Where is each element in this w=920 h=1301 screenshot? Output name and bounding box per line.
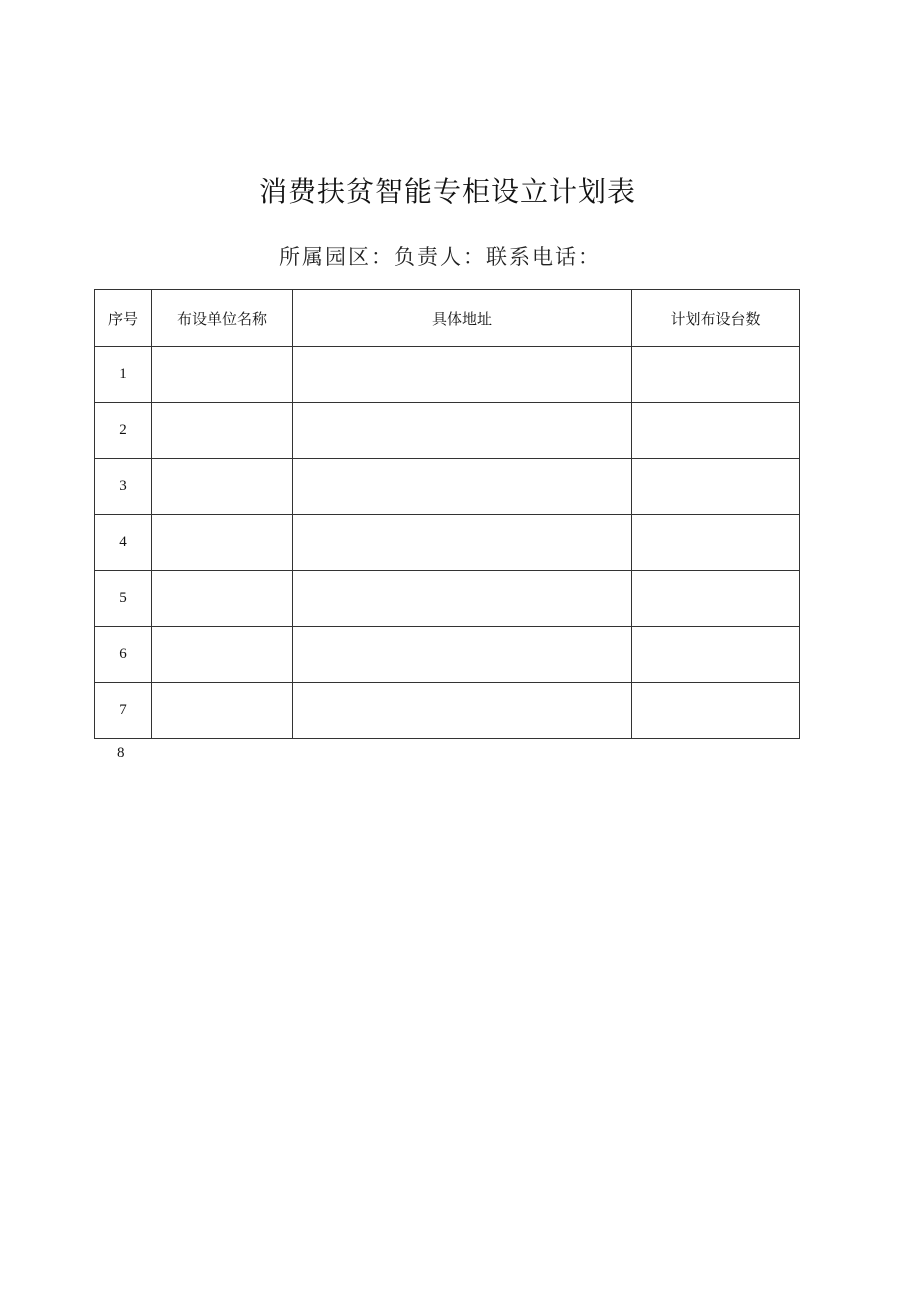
header-seq: 序号 [95, 290, 152, 347]
row-unit-name-cell[interactable] [152, 627, 293, 683]
header-address: 具体地址 [293, 290, 632, 347]
row-unit-name-cell[interactable] [152, 571, 293, 627]
trailing-seq-number: 8 [117, 745, 125, 761]
row-count-cell[interactable] [632, 515, 800, 571]
row-seq: 1 [95, 347, 152, 403]
row-seq: 6 [95, 627, 152, 683]
row-address-cell[interactable] [293, 347, 632, 403]
row-unit-name-cell[interactable] [152, 515, 293, 571]
plan-table [94, 289, 800, 739]
table-header-row [95, 290, 800, 347]
row-count-cell[interactable] [632, 347, 800, 403]
page-title: 消费扶贫智能专柜设立计划表 [258, 175, 636, 208]
row-address-cell[interactable] [293, 683, 632, 739]
row-seq: 7 [95, 683, 152, 739]
table-row [95, 347, 800, 403]
row-seq: 5 [95, 571, 152, 627]
row-seq: 2 [95, 403, 152, 459]
row-unit-name-cell[interactable] [152, 459, 293, 515]
row-count-cell[interactable] [632, 459, 800, 515]
row-count-cell[interactable] [632, 571, 800, 627]
header-count: 计划布设台数 [632, 290, 800, 347]
table-row [95, 515, 800, 571]
row-address-cell[interactable] [293, 403, 632, 459]
table-row [95, 627, 800, 683]
row-address-cell[interactable] [293, 571, 632, 627]
row-unit-name-cell[interactable] [152, 683, 293, 739]
row-unit-name-cell[interactable] [152, 347, 293, 403]
table-row [95, 403, 800, 459]
row-seq: 4 [95, 515, 152, 571]
row-address-cell[interactable] [293, 515, 632, 571]
table-row [95, 459, 800, 515]
row-count-cell[interactable] [632, 403, 800, 459]
table-row [95, 571, 800, 627]
row-address-cell[interactable] [293, 627, 632, 683]
row-seq: 3 [95, 459, 152, 515]
row-address-cell[interactable] [293, 459, 632, 515]
row-count-cell[interactable] [632, 683, 800, 739]
row-unit-name-cell[interactable] [152, 403, 293, 459]
form-subtitle: 所属园区：负责人：联系电话： [279, 245, 601, 269]
header-unit-name: 布设单位名称 [152, 290, 293, 347]
row-count-cell[interactable] [632, 627, 800, 683]
table-row [95, 683, 800, 739]
